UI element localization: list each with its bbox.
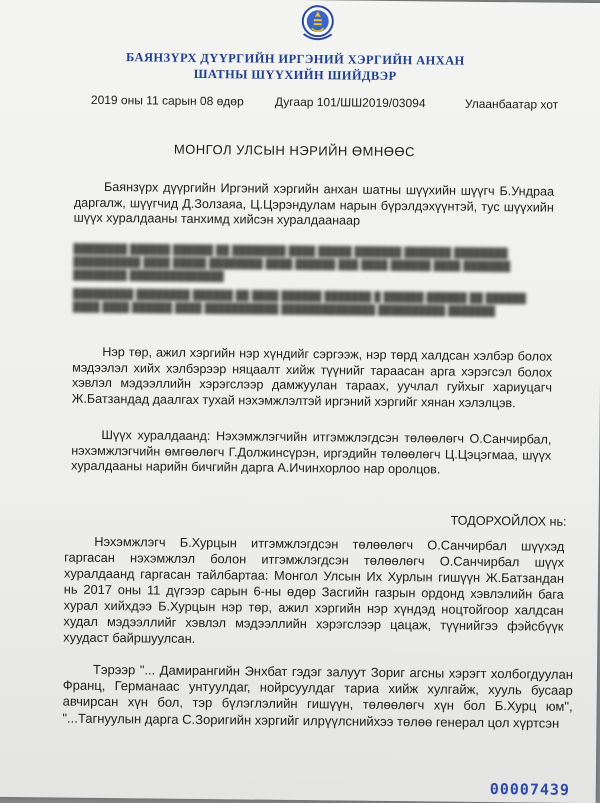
intro-paragraph: Баянзүрх дүүргийн Иргэний хэргийн анхан шатны шүүхийн шүүгч Б.Ундраа даргалж, шүүгчид Д.Золзаяа, Ц.Цэрэндулам нарын бүрэлдэхүүнтэй, тус шүүхийн шүүх хуралдааны танхимд хийсэн хуралдаанаар bbox=[73, 179, 555, 228]
explanation-paragraph-2: Тэрээр "... Дамирангийн Энхбат гэдэг залуут Зориг агсны хэрэгт холбогдуулан Франц, Германаас унтуулдаг, нойрсуулдаг тариа хийж хулгайж, хууль бусаар авчирсан хүн бол, тэр бүлэглэлийн гишүүн, төлөөлөгч хүн бол Б.Хурц юм", "...Тагнуулын дарга С.Зоригийн хэргийг илрүүлснийхээ төлөө генерал цол хүртсэн bbox=[62, 661, 574, 731]
claim-paragraph: Нэр төр, ажил хэргийн нэр хүндийг сэргээж, нэр төрд халдсан хэлбэр болох мэдээлэл хийх хэлбэрээр няцаалт хийж түүнийг тараасан арга хэрэгсэл болох хэвлэл мэдээллийн хэрэгслээр дамжуулан тараах, уучлал гуйхыг хариуцагч Ж.Батзандад даалгах тухай нэхэмжлэлтэй иргэний хэргийг хянан хэлэлцэв. bbox=[71, 344, 553, 410]
court-name-line1: БАЯНЗҮРХ ДҮҮРГИЙН ИРГЭНИЙ ХЭРГИЙН АНХАН bbox=[126, 50, 465, 68]
court-name-line2: ШАТНЫ ШҮҮХИЙН ШИЙДВЭР bbox=[193, 66, 397, 84]
redacted-paragraph-defendant: █████████ ████████ ██████ ██ ████ ██████ ███████ █ ██████ ██████ ██ ██████ ████ ████ ██████ ████ ███████████ ██████████████ ██████████ ███████ bbox=[72, 288, 527, 318]
section-title: ТОДОРХОЙЛОХ нь: bbox=[450, 513, 567, 529]
decision-city: Улаанбаатар хот bbox=[464, 96, 559, 112]
participants-paragraph: Шүүх хуралдаанд: Нэхэмжлэгчийн итгэмжлэгдсэн төлөөлөгч О.Санчирбал, нэхэмжлэгчийн өмгөөлөгч Г.Должинсүрэн, иргэдийн төлөөлөгч Ц.Цэцэгмаа, шүүх хуралдааны нарийн бичгийн дарга А.Ичинхорлоо нар оролцов. bbox=[71, 427, 552, 477]
decision-number: Дугаар 101/ШШ2019/03094 bbox=[274, 94, 426, 111]
soyombo-emblem-icon bbox=[301, 4, 335, 42]
explanation-paragraph-1: Нэхэмжлэгч Б.Хурцын итгэмжлэгдсэн төлөөлөгч О.Санчирбал шүүхэд гаргасан нэхэмжлэл болон итгэмжлэгдсэн төлөөлөгч О.Санчирбал шүүх хуралдаанд гаргасан тайлбартаа: Монгол Улсын Их Хурлын гишүүн Ж.Батзандан нь 2017 оны 11 дүгээр сарын 6-ны өдөр Засгийн газрын ордонд хэвлэлийн бага хурал хийхдээ Б.Хурцын нэр төр, ажил хэргийн нэр хүндэд ноцтойгоор халдсан худал мэдээллийг хэвлэл мэдээллийн хэрэгслээр цацаж, түүнийгээ фэйсбүүк хуудаст байршуулсан. bbox=[63, 533, 565, 646]
decision-date: 2019 оны 11 сарын 08 өдөр bbox=[90, 92, 244, 109]
redacted-paragraph-plaintiff: ████████ ██████ ██████ ██ ████████ ████ █████ ███████ ███████ ████████ ██████████ ████ █████ ████████ ████ ██████ ███ ████ ██████ ████ ███████ ████████ ██████████████ bbox=[73, 243, 511, 283]
serial-number: 00007439 bbox=[489, 780, 571, 799]
document-heading: МОНГОЛ УЛСЫН НЭРИЙН ӨМНӨӨС bbox=[173, 141, 416, 160]
